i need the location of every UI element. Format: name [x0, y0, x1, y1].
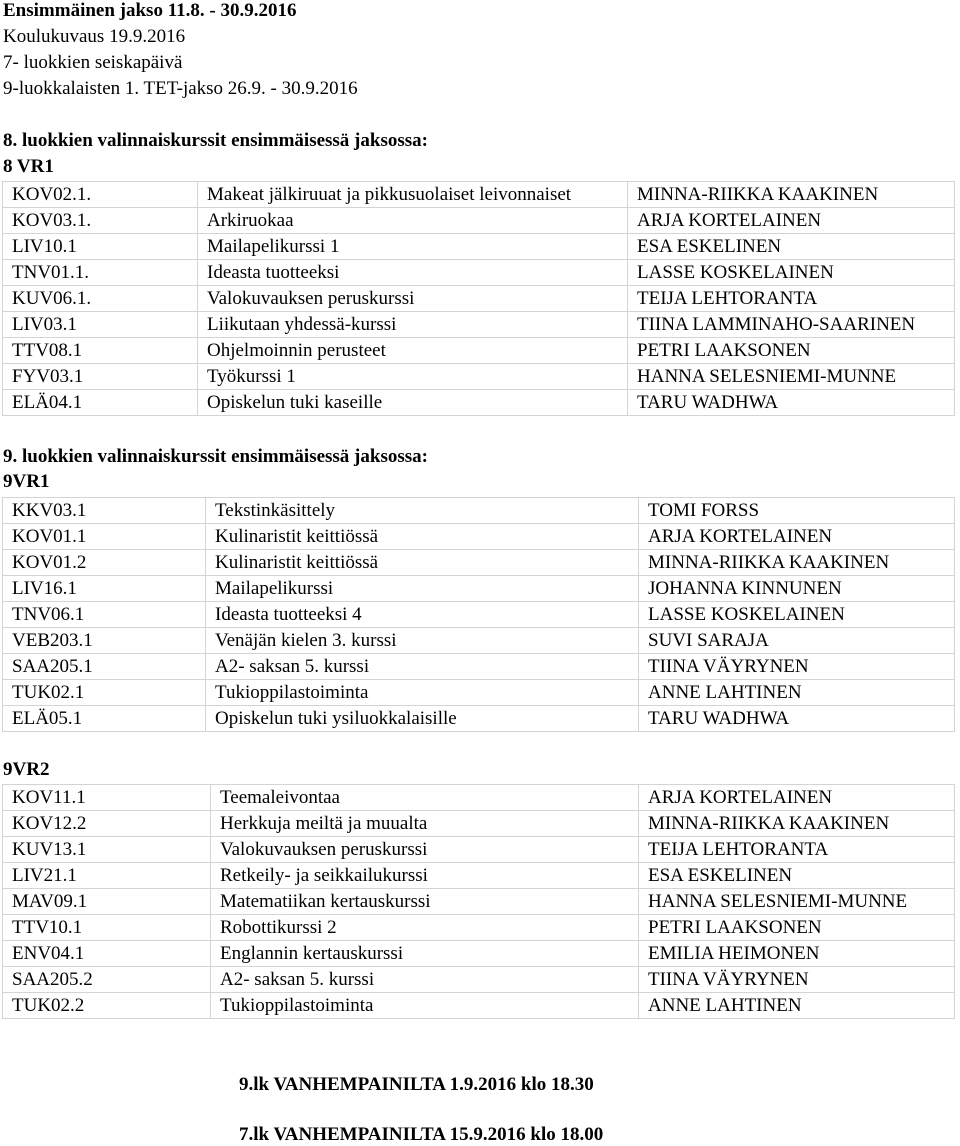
course-name-cell: Robottikurssi 2	[211, 915, 639, 941]
course-name-cell: Teemaleivontaa	[211, 785, 639, 811]
course-code-cell: TTV10.1	[3, 915, 211, 941]
table-row	[3, 811, 955, 837]
teacher-cell: ARJA KORTELAINEN	[639, 785, 955, 811]
table-row	[3, 286, 955, 312]
teacher-cell: EMILIA HEIMONEN	[639, 941, 955, 967]
course-code-cell: KOV03.1.	[3, 208, 198, 234]
course-table	[2, 181, 955, 416]
table-row	[3, 234, 955, 260]
teacher-cell: ARJA KORTELAINEN	[628, 208, 955, 234]
course-code-cell: KUV06.1.	[3, 286, 198, 312]
course-code-cell: TUK02.2	[3, 993, 211, 1019]
parents-evening-7: 7.lk VANHEMPAINILTA 15.9.2016 klo 18.00	[239, 1124, 604, 1145]
course-code-cell: ELÄ04.1	[3, 390, 198, 416]
course-code-cell: KOV02.1.	[3, 182, 198, 208]
table-row	[3, 550, 955, 576]
course-code-cell: TUK02.1	[3, 680, 206, 706]
course-name-cell: Herkkuja meiltä ja muualta	[211, 811, 639, 837]
table-row	[3, 889, 955, 915]
table-row	[3, 941, 955, 967]
course-name-cell: Liikutaan yhdessä-kurssi	[198, 312, 628, 338]
table-row	[3, 915, 955, 941]
course-name-cell: Tukioppilastoiminta	[206, 680, 639, 706]
teacher-cell: TEIJA LEHTORANTA	[639, 837, 955, 863]
course-table-body	[3, 182, 955, 416]
tet-period-note: 9-luokkalaisten 1. TET-jakso 26.9. - 30.9.2016	[3, 78, 358, 99]
course-name-cell: Matematiikan kertauskurssi	[211, 889, 639, 915]
course-name-cell: A2- saksan 5. kurssi	[206, 654, 639, 680]
course-code-cell: SAA205.2	[3, 967, 211, 993]
course-name-cell: Mailapelikurssi 1	[198, 234, 628, 260]
course-name-cell: Valokuvauksen peruskurssi	[198, 286, 628, 312]
course-name-cell: Ideasta tuotteeksi	[198, 260, 628, 286]
photo-day-note: Koulukuvaus 19.9.2016	[3, 26, 186, 47]
teacher-cell: TEIJA LEHTORANTA	[628, 286, 955, 312]
course-code-cell: ELÄ05.1	[3, 706, 206, 732]
course-name-cell: Valokuvauksen peruskurssi	[211, 837, 639, 863]
course-code-cell: KKV03.1	[3, 498, 206, 524]
table-row	[3, 260, 955, 286]
teacher-cell: JOHANNA KINNUNEN	[639, 576, 955, 602]
teacher-cell: LASSE KOSKELAINEN	[628, 260, 955, 286]
teacher-cell: ANNE LAHTINEN	[639, 993, 955, 1019]
table-row	[3, 498, 955, 524]
course-name-cell: Retkeily- ja seikkailukurssi	[211, 863, 639, 889]
teacher-cell: HANNA SELESNIEMI-MUNNE	[639, 889, 955, 915]
section-group: 9VR2	[3, 759, 50, 780]
table-row	[3, 208, 955, 234]
teacher-cell: LASSE KOSKELAINEN	[639, 602, 955, 628]
teacher-cell: PETRI LAAKSONEN	[639, 915, 955, 941]
course-code-cell: KUV13.1	[3, 837, 211, 863]
table-row	[3, 654, 955, 680]
teacher-cell: ANNE LAHTINEN	[639, 680, 955, 706]
table-row	[3, 837, 955, 863]
course-code-cell: VEB203.1	[3, 628, 206, 654]
course-code-cell: LIV21.1	[3, 863, 211, 889]
teacher-cell: TIINA LAMMINAHO-SAARINEN	[628, 312, 955, 338]
course-code-cell: KOV01.2	[3, 550, 206, 576]
course-code-cell: TNV06.1	[3, 602, 206, 628]
teacher-cell: TARU WADHWA	[628, 390, 955, 416]
teacher-cell: HANNA SELESNIEMI-MUNNE	[628, 364, 955, 390]
course-name-cell: Kulinaristit keittiössä	[206, 524, 639, 550]
course-code-cell: KOV01.1	[3, 524, 206, 550]
teacher-cell: ARJA KORTELAINEN	[639, 524, 955, 550]
course-name-cell: Ohjelmoinnin perusteet	[198, 338, 628, 364]
course-code-cell: LIV16.1	[3, 576, 206, 602]
table-row	[3, 628, 955, 654]
section-group: 9VR1	[3, 471, 50, 492]
course-name-cell: Työkurssi 1	[198, 364, 628, 390]
table-row	[3, 390, 955, 416]
course-table-body	[3, 785, 955, 1019]
teacher-cell: SUVI SARAJA	[639, 628, 955, 654]
table-row	[3, 182, 955, 208]
course-name-cell: Englannin kertauskurssi	[211, 941, 639, 967]
table-row	[3, 312, 955, 338]
table-row	[3, 364, 955, 390]
table-row	[3, 863, 955, 889]
course-code-cell: ENV04.1	[3, 941, 211, 967]
course-table-body	[3, 498, 955, 732]
course-code-cell: KOV12.2	[3, 811, 211, 837]
table-row	[3, 338, 955, 364]
course-table	[2, 497, 955, 732]
teacher-cell: PETRI LAAKSONEN	[628, 338, 955, 364]
table-row	[3, 524, 955, 550]
course-name-cell: Opiskelun tuki ysiluokkalaisille	[206, 706, 639, 732]
course-name-cell: A2- saksan 5. kurssi	[211, 967, 639, 993]
teacher-cell: MINNA-RIIKKA KAAKINEN	[639, 811, 955, 837]
course-code-cell: MAV09.1	[3, 889, 211, 915]
course-name-cell: Kulinaristit keittiössä	[206, 550, 639, 576]
course-name-cell: Tukioppilastoiminta	[211, 993, 639, 1019]
teacher-cell: TIINA VÄYRYNEN	[639, 654, 955, 680]
course-name-cell: Mailapelikurssi	[206, 576, 639, 602]
teacher-cell: TARU WADHWA	[639, 706, 955, 732]
section-group: 8 VR1	[3, 156, 54, 177]
period-heading: Ensimmäinen jakso 11.8. - 30.9.2016	[3, 0, 297, 21]
course-name-cell: Arkiruokaa	[198, 208, 628, 234]
teacher-cell: ESA ESKELINEN	[639, 863, 955, 889]
course-code-cell: SAA205.1	[3, 654, 206, 680]
table-row	[3, 785, 955, 811]
course-name-cell: Opiskelun tuki kaseille	[198, 390, 628, 416]
course-code-cell: LIV10.1	[3, 234, 198, 260]
table-row	[3, 967, 955, 993]
table-row	[3, 993, 955, 1019]
course-name-cell: Venäjän kielen 3. kurssi	[206, 628, 639, 654]
course-name-cell: Ideasta tuotteeksi 4	[206, 602, 639, 628]
table-row	[3, 680, 955, 706]
teacher-cell: ESA ESKELINEN	[628, 234, 955, 260]
course-name-cell: Makeat jälkiruuat ja pikkusuolaiset leivonnaiset	[198, 182, 628, 208]
table-row	[3, 576, 955, 602]
teacher-cell: MINNA-RIIKKA KAAKINEN	[639, 550, 955, 576]
course-name-cell: Tekstinkäsittely	[206, 498, 639, 524]
course-code-cell: LIV03.1	[3, 312, 198, 338]
course-table	[2, 784, 955, 1019]
section-title: 9. luokkien valinnaiskurssit ensimmäisessä jaksossa:	[3, 446, 428, 467]
table-row	[3, 706, 955, 732]
teacher-cell: TOMI FORSS	[639, 498, 955, 524]
section-title: 8. luokkien valinnaiskurssit ensimmäisessä jaksossa:	[3, 130, 428, 151]
course-code-cell: KOV11.1	[3, 785, 211, 811]
course-code-cell: TTV08.1	[3, 338, 198, 364]
table-row	[3, 602, 955, 628]
course-code-cell: FYV03.1	[3, 364, 198, 390]
parents-evening-9: 9.lk VANHEMPAINILTA 1.9.2016 klo 18.30	[239, 1074, 594, 1095]
teacher-cell: TIINA VÄYRYNEN	[639, 967, 955, 993]
seventh-grade-day-note: 7- luokkien seiskapäivä	[3, 52, 183, 73]
course-code-cell: TNV01.1.	[3, 260, 198, 286]
teacher-cell: MINNA-RIIKKA KAAKINEN	[628, 182, 955, 208]
